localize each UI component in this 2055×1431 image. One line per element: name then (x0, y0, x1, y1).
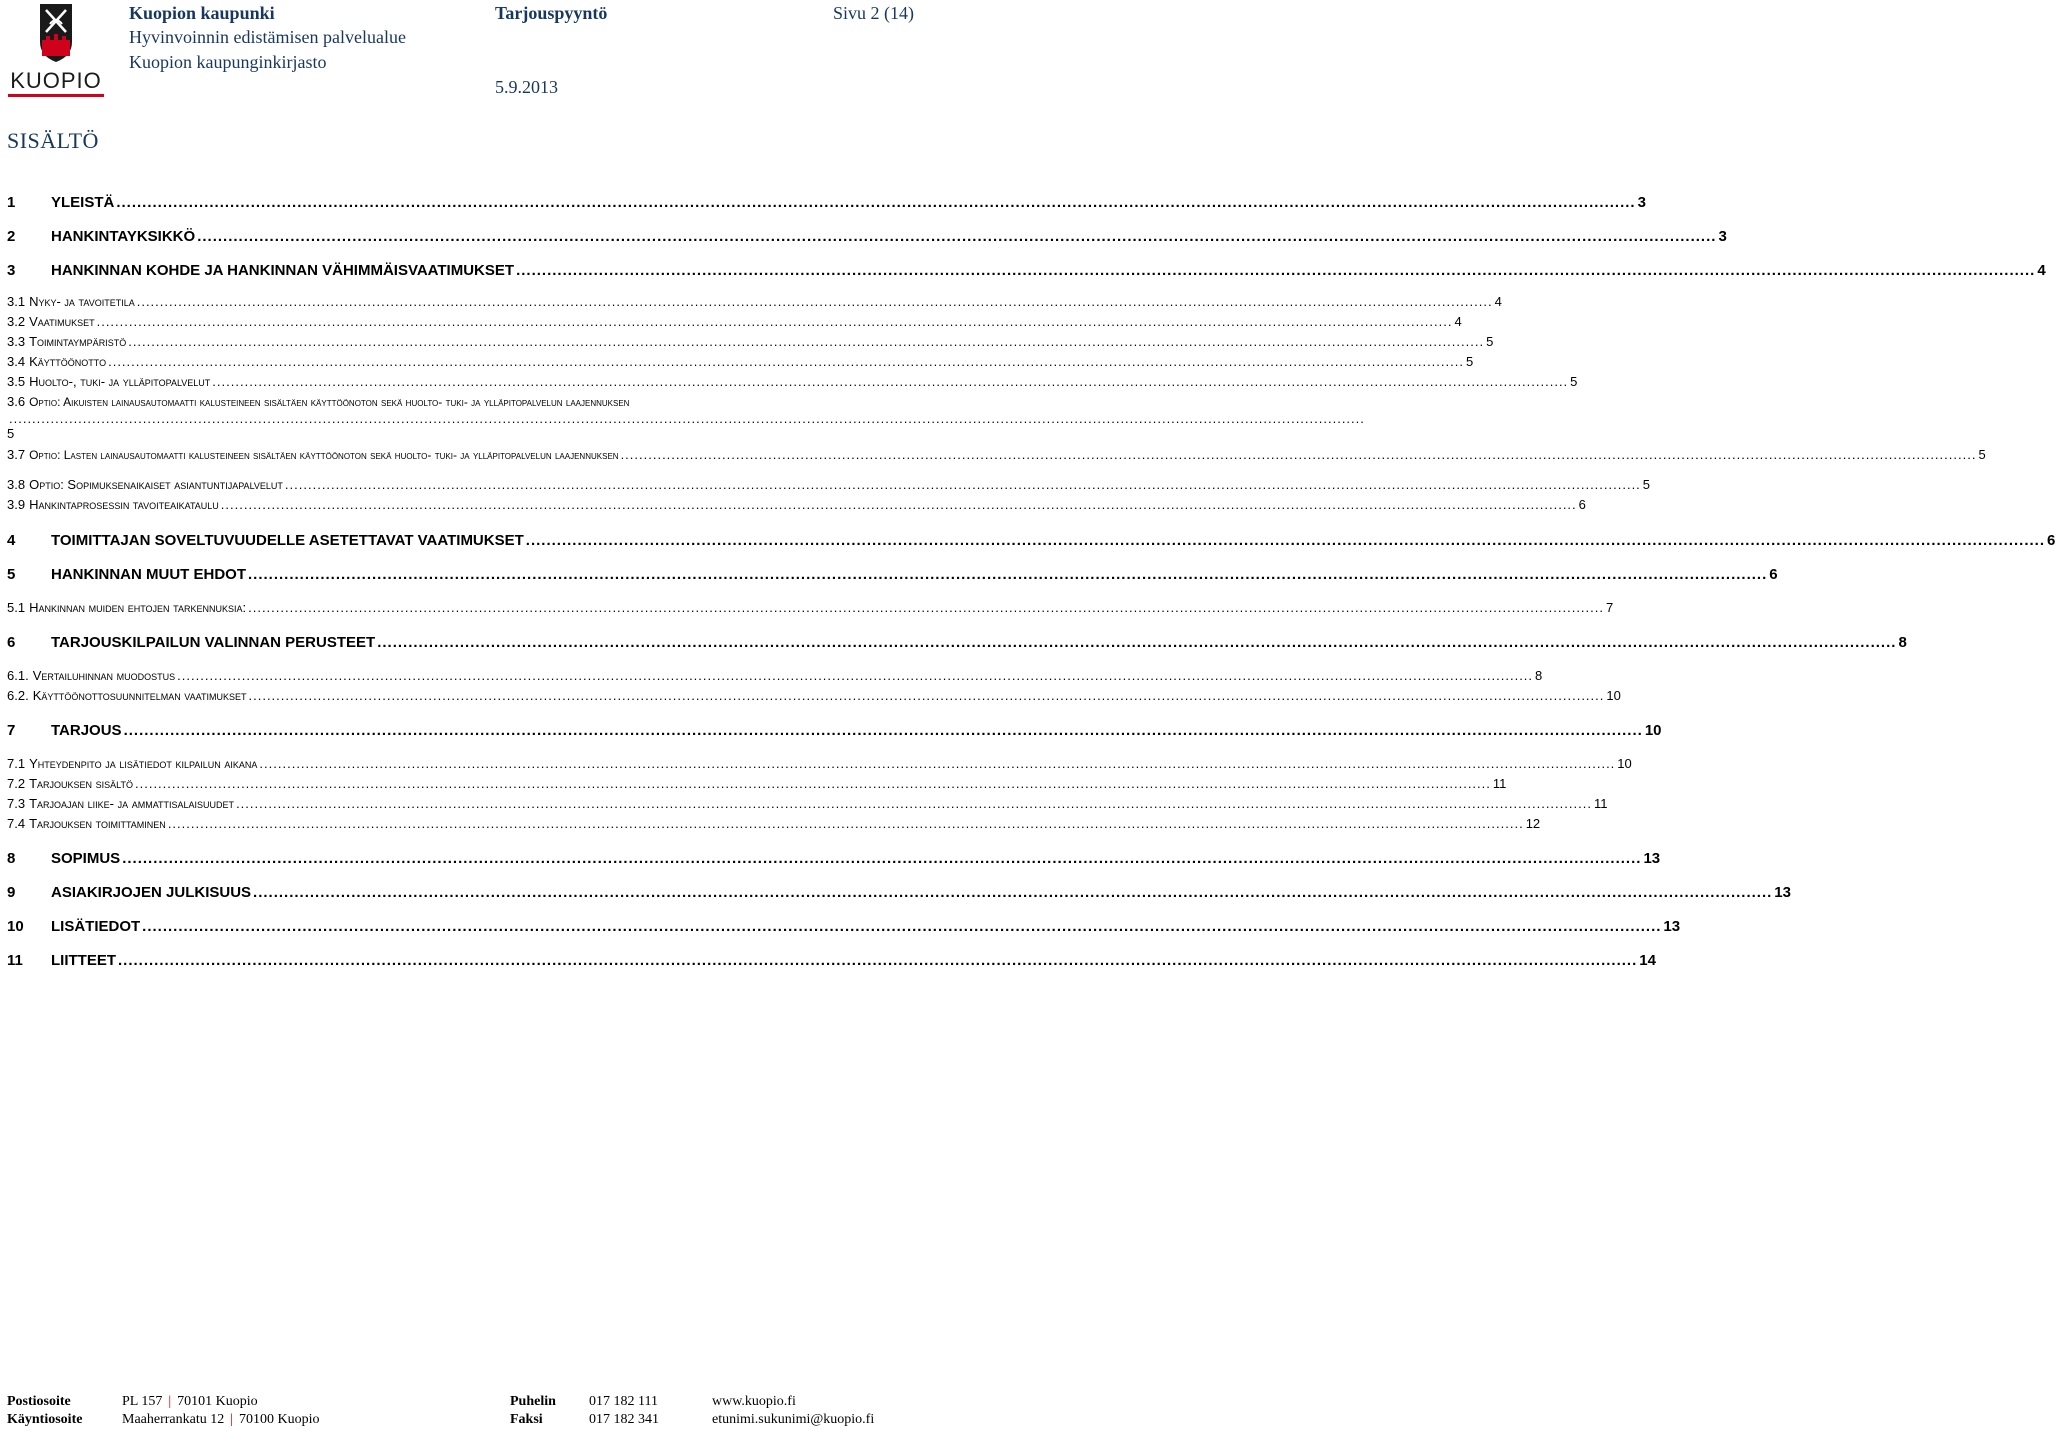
logo-text: KUOPIO (10, 68, 102, 93)
toc-entry-label: HANKINTAYKSIKKÖ (51, 228, 196, 245)
header-page-number: Sivu 2 (14) (833, 3, 914, 23)
footer-email[interactable]: etunimi.sukunimi@kuopio.fi (712, 1412, 875, 1427)
footer-postal-address: PL 157 | 70101 Kuopio (122, 1394, 258, 1409)
toc-entry-label: Käyttöönottosuunnitelman vaatimukset (32, 688, 247, 703)
toc-entry[interactable] (7, 447, 1986, 462)
footer-postal-code: 70101 Kuopio (177, 1394, 258, 1409)
footer-fax: 017 182 341 (589, 1412, 659, 1427)
toc-entry-number: 3.5 (7, 374, 26, 389)
toc-entry-number: 3.8 (7, 477, 26, 492)
toc-entry-page: 8 (1535, 668, 1543, 683)
toc-entry-page: 3 (1718, 228, 1727, 245)
toc-entry[interactable] (7, 884, 1791, 901)
toc-entry-label: ASIAKIRJOJEN JULKISUUS (51, 884, 252, 901)
footer-fax-label: Faksi (510, 1412, 543, 1427)
toc-leader-dots (285, 477, 1641, 492)
toc-leader-dots (221, 497, 1577, 512)
toc-entry-page: 10 (1606, 688, 1621, 703)
toc-entry-number: 7 (7, 722, 16, 739)
header-organization: Kuopion kaupunki (129, 3, 275, 23)
footer-visit-address: Maaherrankatu 12 | 70100 Kuopio (122, 1412, 320, 1427)
toc-entry[interactable] (7, 354, 1474, 369)
toc-entry-label: TARJOUSKILPAILUN VALINNAN PERUSTEET (51, 634, 376, 651)
toc-entry-number: 6.1. (7, 668, 29, 683)
toc-entry[interactable] (7, 194, 1646, 211)
toc-entry[interactable] (7, 756, 1632, 771)
toc-entry[interactable] (7, 294, 1502, 309)
toc-entry[interactable] (7, 816, 1541, 831)
toc-leader-dots (516, 262, 2035, 279)
toc-entry-number: 3.1 (7, 294, 26, 309)
toc-entry[interactable] (7, 688, 1621, 703)
toc-entry-label: Hankintaprosessin tavoiteaikataulu (29, 497, 219, 512)
toc-entry-number: 5 (7, 566, 16, 583)
toc-entry-number: 1 (7, 194, 16, 211)
toc-entry-page: 11 (1593, 796, 1608, 811)
toc-entry-number: 11 (7, 952, 23, 969)
toc-leader-dots (248, 600, 1604, 615)
footer-postal-label: Postiosoite (7, 1394, 71, 1409)
toc-entry[interactable] (7, 776, 1507, 791)
toc-leader-dots (259, 756, 1615, 771)
toc-leader-dots (526, 532, 2045, 549)
toc-entry-number: 7.1 (7, 756, 26, 771)
footer-phone: 017 182 111 (589, 1394, 658, 1409)
toc-leader-dots (116, 194, 1635, 211)
toc-leader-dots (97, 314, 1453, 329)
toc-leader-dots (128, 334, 1484, 349)
toc-entry-page: 3 (1637, 194, 1646, 211)
toc-entry-label: YLEISTÄ (51, 194, 115, 211)
toc-entry[interactable] (7, 722, 1662, 739)
toc-entry-label: Hankinnan muiden ehtojen tarkennuksia: (29, 600, 247, 615)
toc-leader-dots (137, 294, 1493, 309)
toc-entry-page: 5 (1642, 477, 1651, 492)
toc-entry-page: 5 (1978, 447, 1986, 462)
toc-entry[interactable] (7, 634, 1907, 651)
toc-entry-label: Optio: Lasten lainausautomaatti kalusteineen sisältäen käyttöönoton sekä huolto- tuki- ja ylläpitopalvelun laajennuksen (29, 448, 619, 462)
header-doc-type: Tarjouspyyntö (495, 3, 608, 23)
toc-entry[interactable] (7, 850, 1661, 867)
toc-entry-page: 6 (2047, 532, 2055, 549)
toc-entry-label: Yhteydenpito ja lisätiedot kilpailun aikana (29, 756, 258, 771)
toc-entry[interactable] (7, 600, 1614, 615)
toc-entry-page: 5 (7, 426, 15, 441)
toc-entry-page: 8 (1898, 634, 1907, 651)
header-date: 5.9.2013 (495, 77, 558, 97)
toc-entry-label: SOPIMUS (51, 850, 121, 867)
toc-entry[interactable] (7, 394, 961, 441)
footer-postal-box: PL 157 (122, 1394, 163, 1409)
toc-entry-page: 13 (1663, 918, 1681, 935)
toc-entry-number: 6 (7, 634, 16, 651)
toc-entry-number: 5.1 (7, 600, 26, 615)
header-department: Hyvinvoinnin edistämisen palvelualue (129, 27, 406, 47)
toc-entry-page: 13 (1643, 850, 1661, 867)
toc-entry-number: 8 (7, 850, 16, 867)
toc-entry-number: 3.3 (7, 334, 26, 349)
header-library: Kuopion kaupunginkirjasto (129, 52, 327, 72)
toc-entry-label: Nyky- ja tavoitetila (29, 294, 135, 309)
toc-entry[interactable] (7, 374, 1578, 389)
toc-leader-dots (142, 918, 1661, 935)
toc-leader-dots (236, 796, 1592, 811)
toc-entry-page: 12 (1525, 816, 1541, 831)
toc-entry-number: 3.2 (7, 314, 26, 329)
toc-entry-label: LISÄTIEDOT (51, 918, 141, 935)
toc-leader-dots (177, 668, 1533, 683)
toc-entry[interactable] (7, 796, 1608, 811)
toc-entry-number: 7.2 (7, 776, 26, 791)
toc-leader-dots (249, 688, 1605, 703)
toc-entry-label: TOIMITTAJAN SOVELTUVUUDELLE ASETETTAVAT VAATIMUKSET (51, 532, 524, 549)
toc-entry[interactable] (7, 918, 1681, 935)
toc-entry[interactable] (7, 334, 1494, 349)
toc-entry-label: Tarjoajan liike- ja ammattisalaisuudet (29, 796, 235, 811)
toc-entry-label: Tarjouksen toimittaminen (29, 816, 166, 831)
toc-entry-page: 6 (1578, 497, 1586, 512)
toc-entry-number: 6.2. (7, 688, 29, 703)
toc-entry-number: 3.6 (7, 394, 26, 409)
toc-entry[interactable] (7, 668, 1543, 683)
toc-entry-label: TARJOUS (51, 722, 122, 739)
toc-entry-label: Huolto-, tuki- ja ylläpitopalvelut (29, 374, 211, 389)
toc-leader-dots (248, 566, 1767, 583)
toc-entry-number: 9 (7, 884, 16, 901)
footer-phone-label: Puhelin (510, 1394, 556, 1409)
footer-visit-code: 70100 Kuopio (239, 1412, 320, 1427)
footer-web[interactable]: www.kuopio.fi (712, 1394, 796, 1409)
toc-entry[interactable] (7, 566, 1778, 583)
toc-entry-label: Optio: Aikuisten lainausautomaatti kalusteineen sisältäen käyttöönoton sekä huolto- tuki- ja ylläpitopalvelun laajennuksen (29, 395, 630, 409)
toc-entry[interactable] (7, 532, 2055, 549)
toc-entry-page: 4 (1454, 314, 1462, 329)
toc-leader-dots (621, 447, 1977, 462)
toc-title: SISÄLTÖ (7, 128, 99, 153)
toc-entry[interactable] (7, 262, 2046, 279)
toc-entry-number: 3.4 (7, 354, 26, 369)
toc-entry-label: Optio: Sopimuksenaikaiset asiantuntijapalvelut (29, 477, 283, 492)
toc-entry-label: Tarjouksen sisältö (29, 776, 133, 791)
footer-visit-label: Käyntiosoite (7, 1412, 83, 1427)
toc-entry-page: 14 (1639, 952, 1656, 969)
toc-entry-number: 10 (7, 918, 24, 935)
toc-entry-number: 2 (7, 228, 16, 245)
toc-leader-dots (197, 228, 1716, 245)
toc-leader-dots (122, 850, 1641, 867)
toc-entry[interactable] (7, 477, 1651, 492)
toc-entry[interactable] (7, 497, 1586, 512)
toc-entry-label: Vertailuhinnan muodostus (32, 668, 176, 683)
toc-entry-page: 5 (1570, 374, 1578, 389)
toc-entry-number: 3.7 (7, 447, 26, 462)
toc-leader-dots (212, 374, 1568, 389)
toc-entry-page: 13 (1774, 884, 1791, 901)
toc-entry-page: 6 (1769, 566, 1778, 583)
toc-leader-dots (124, 722, 1643, 739)
toc-entry[interactable] (7, 314, 1462, 329)
toc-entry-page: 4 (2037, 262, 2046, 279)
toc-entry-number: 7.4 (7, 816, 26, 831)
toc-entry-page: 7 (1605, 600, 1614, 615)
toc-entry-page: 10 (1644, 722, 1662, 739)
toc-entry-number: 7.3 (7, 796, 26, 811)
toc-leader-dots (168, 816, 1524, 831)
toc-leader-dots (135, 776, 1491, 791)
toc-entry[interactable] (7, 952, 1656, 969)
toc-entry-number: 3 (7, 262, 16, 279)
toc-entry-label: Vaatimukset (29, 314, 95, 329)
toc-entry-label: Toimintaympäristö (29, 334, 127, 349)
toc-entry-label: HANKINNAN MUUT EHDOT (51, 566, 246, 583)
toc-leader-dots (253, 884, 1772, 901)
toc-entry-label: LIITTEET (51, 952, 116, 969)
toc-entry-page: 10 (1617, 756, 1632, 771)
toc-leader-dots (377, 634, 1896, 651)
toc-entry-page: 11 (1492, 776, 1507, 791)
toc-leader-dots (118, 952, 1637, 969)
toc-entry-label: HANKINNAN KOHDE JA HANKINNAN VÄHIMMÄISVAATIMUKSET (51, 262, 515, 279)
kuopio-logo (6, 2, 106, 100)
toc-entry[interactable] (7, 228, 1727, 245)
toc-entry-page: 5 (1465, 354, 1474, 369)
toc-entry-number: 3.9 (7, 497, 26, 512)
footer-visit-street: Maaherrankatu 12 (122, 1412, 225, 1427)
toc-entry-page: 5 (1486, 334, 1494, 349)
toc-entry-label: Käyttöönotto (29, 354, 107, 369)
toc-entry-number: 4 (7, 532, 16, 549)
toc-leader-dots (9, 411, 1365, 426)
toc-entry-page: 4 (1494, 294, 1502, 309)
toc-leader-dots (108, 354, 1464, 369)
